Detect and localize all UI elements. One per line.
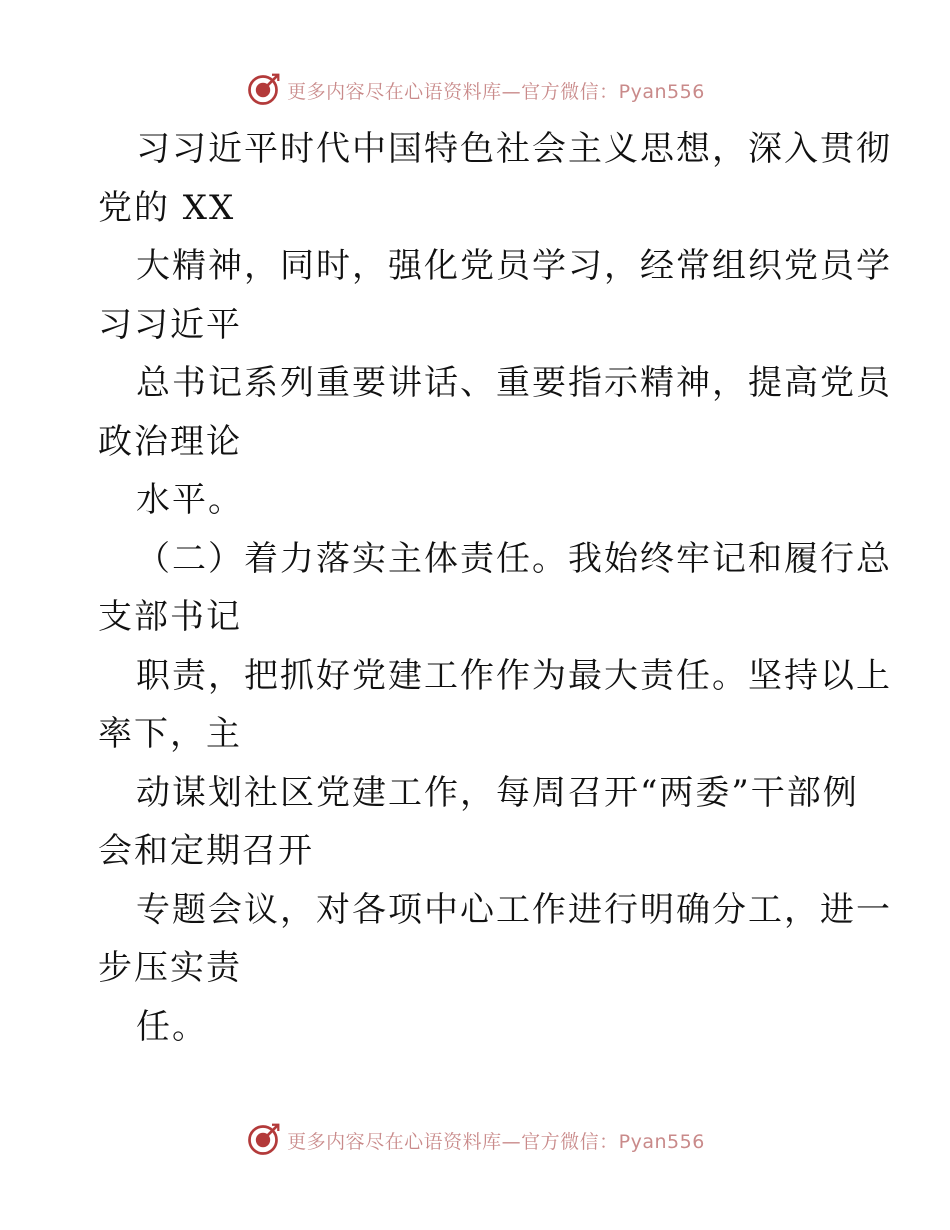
text-line: 步压实责 <box>98 948 242 988</box>
text-line: 率下，主 <box>98 714 242 754</box>
brand-logo-icon <box>245 72 281 108</box>
text-line: 大精神，同时，强化党员学习，经常组织党员学 <box>136 246 892 286</box>
document-body <box>98 120 892 1056</box>
text-line: 水平。 <box>136 480 244 520</box>
text-line: 支部书记 <box>98 597 242 637</box>
text-line: 会和定期召开 <box>98 831 314 871</box>
footer-banner-text: 更多内容尽在心语资料库—官方微信：Pyan556 <box>287 1130 705 1153</box>
text-line: 总书记系列重要讲话、重要指示精神，提高党员 <box>136 363 892 403</box>
text-line: 职责，把抓好党建工作作为最大责任。坚持以上 <box>136 655 892 696</box>
header-banner-text: 更多内容尽在心语资料库—官方微信：Pyan556 <box>287 80 705 103</box>
footer-banner <box>0 1120 950 1160</box>
text-line: 专题会议，对各项中心工作进行明确分工，进一 <box>136 889 892 930</box>
text-line: 动谋划社区党建工作，每周召开“两委”干部例 <box>136 772 859 813</box>
text-line: 党的 XX <box>98 187 236 228</box>
text-line: 任。 <box>136 1006 208 1047</box>
text-line: （二）着力落实主体责任。我始终牢记和履行总 <box>136 538 892 579</box>
text-line: 政治理论 <box>98 421 242 462</box>
brand-logo-icon <box>245 1122 281 1158</box>
header-banner <box>0 70 950 110</box>
text-line: 习习近平 <box>98 304 242 345</box>
text-line: 习习近平时代中国特色社会主义思想，深入贯彻 <box>136 129 892 169</box>
